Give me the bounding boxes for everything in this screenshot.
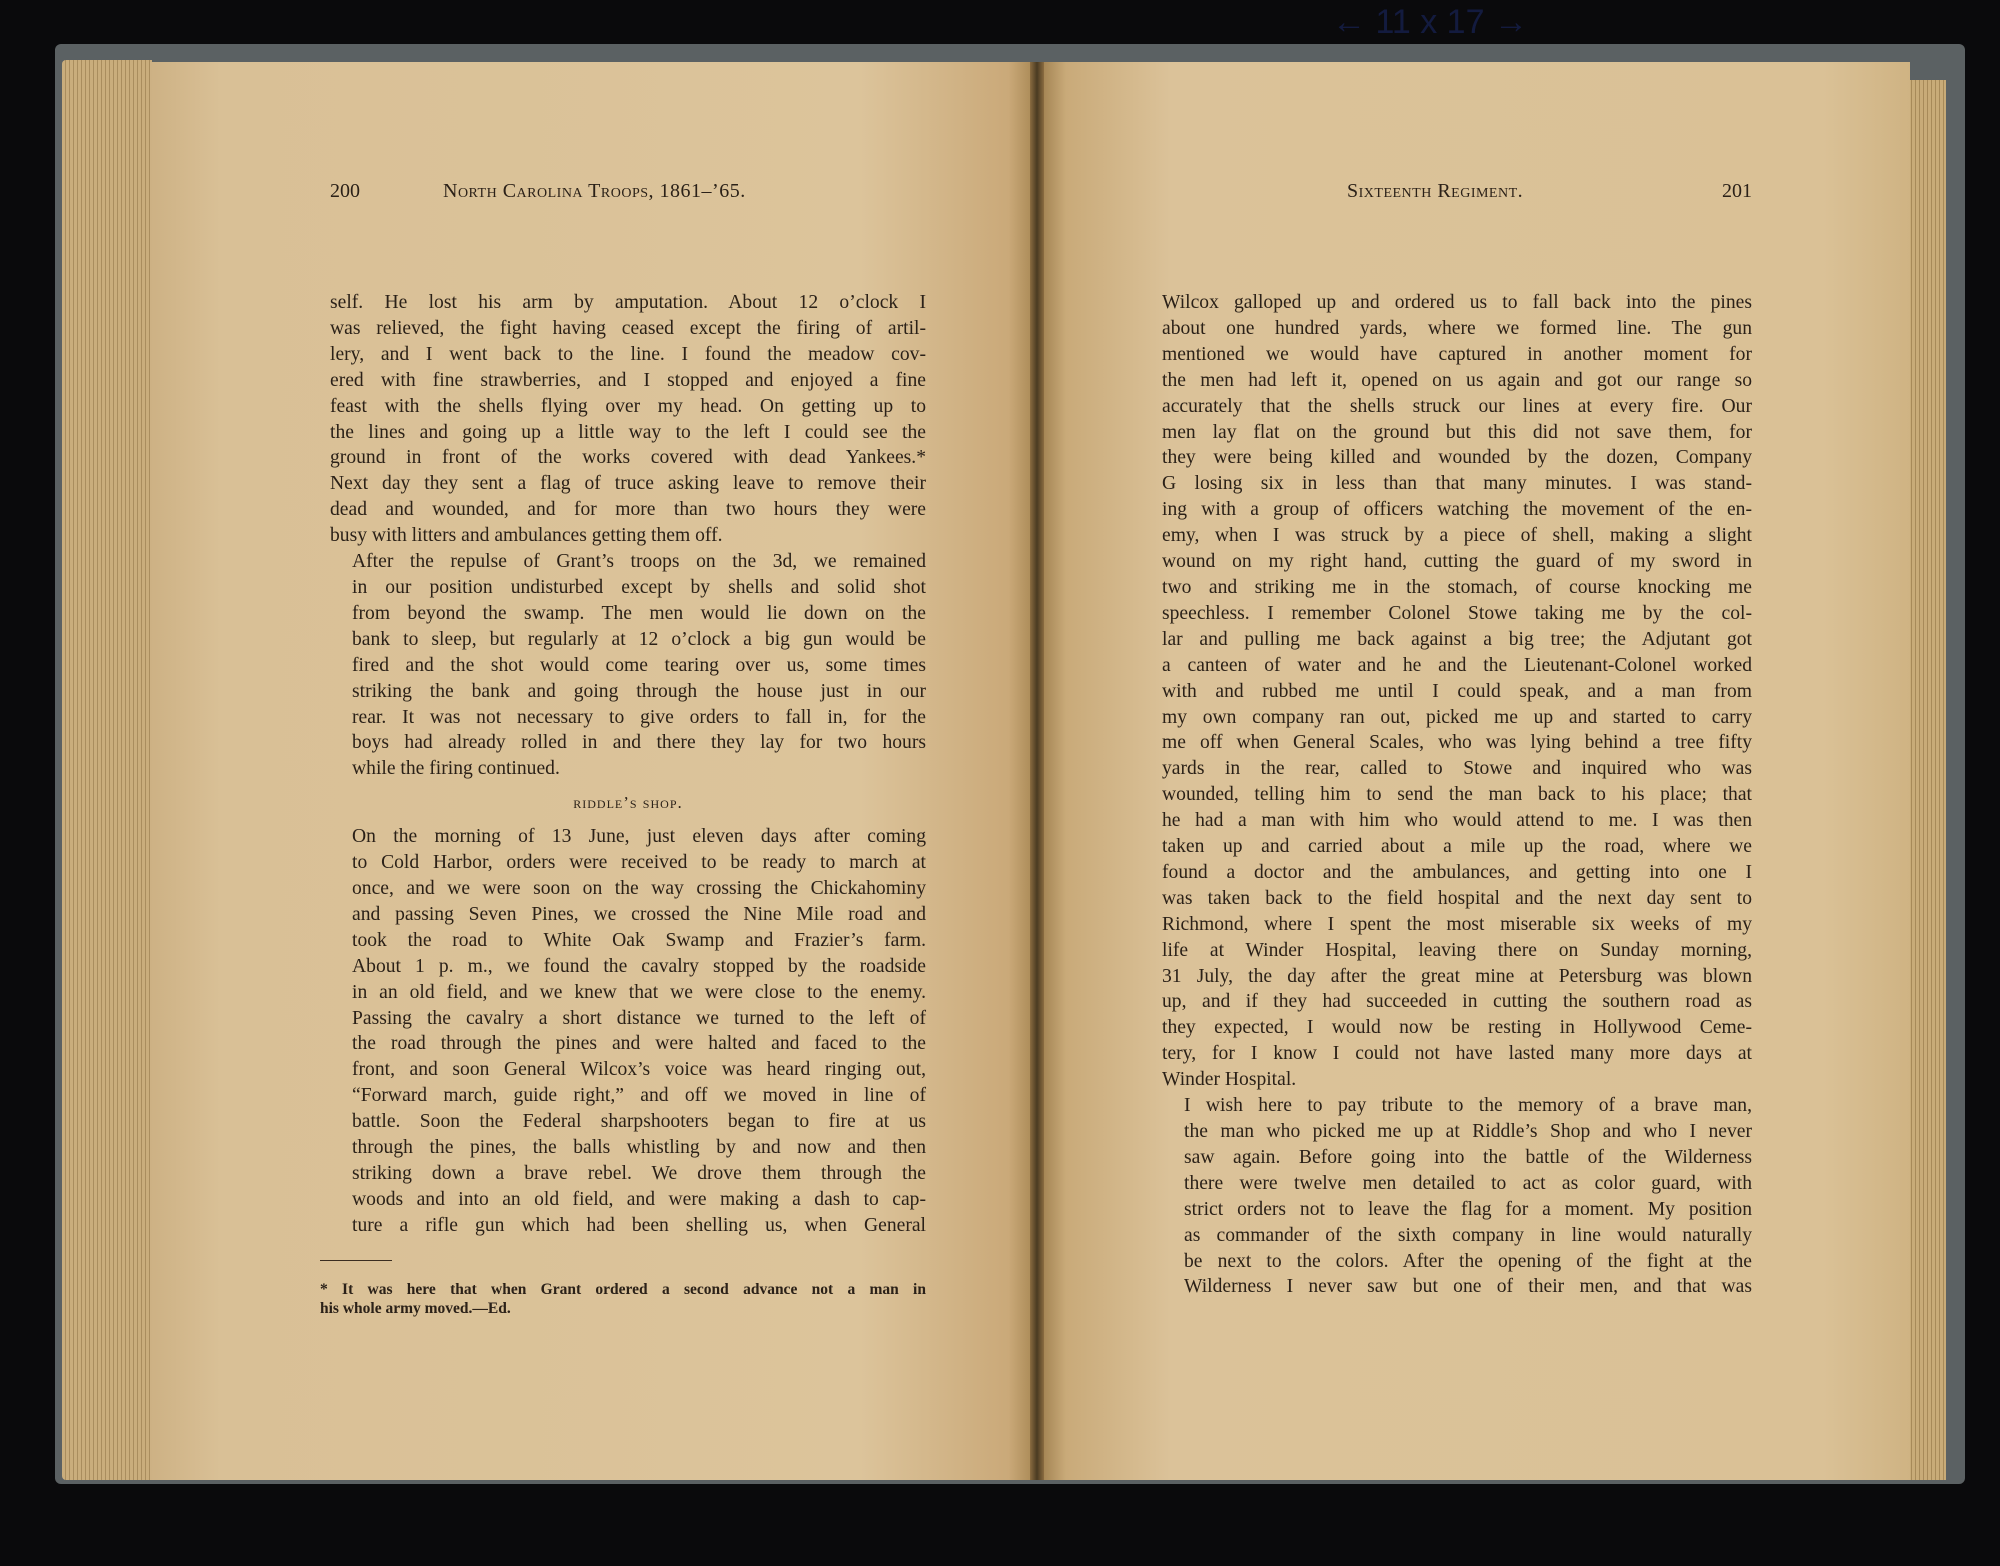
ruler-label: ← 11 x 17 → (1332, 3, 1528, 41)
paragraph (330, 290, 926, 549)
text-line: front, and soon General Wilcox’s voice was heard ringing out, (352, 1059, 926, 1081)
text-line: his whole army moved.—Ed. (320, 1300, 511, 1317)
footnote (320, 1280, 926, 1318)
right-text-column (1162, 290, 1752, 1300)
text-line: rear. It was not necessary to give orders to fall in, for the (352, 706, 926, 728)
text-line: feast with the shells flying over my head. On getting up to (330, 395, 926, 417)
page-edges-left (62, 60, 152, 1480)
text-line: wound on my right hand, cutting the guard of my sword in (1162, 551, 1752, 573)
text-line: After the repulse of Grant’s troops on the 3d, we remained (352, 551, 926, 573)
text-line: was relieved, the fight having ceased except the firing of artil- (330, 317, 926, 339)
text-line: with and rubbed me until I could speak, and a man from (1162, 680, 1752, 702)
text-line: they expected, I would now be resting in Hollywood Ceme- (1162, 1017, 1752, 1039)
paragraph (330, 824, 926, 1239)
book-gutter (1030, 62, 1044, 1480)
text-line: fired and the shot would come tearing over us, some times (352, 654, 926, 676)
text-line: to Cold Harbor, orders were received to be ready to march at (352, 852, 926, 874)
text-line: G losing six in less than that many minutes. I was stand- (1162, 473, 1752, 495)
text-line: ture a rifle gun which had been shelling us, when General (352, 1214, 926, 1236)
text-line: busy with litters and ambulances getting them off. (330, 525, 723, 547)
left-running-head (330, 176, 926, 206)
right-running-title: Sixteenth Regiment. (1347, 180, 1524, 202)
text-line: through the pines, the balls whistling by and now and then (352, 1137, 926, 1159)
text-line: strict orders not to leave the flag for a moment. My position (1184, 1198, 1752, 1220)
text-line: On the morning of 13 June, just eleven days after coming (352, 826, 926, 848)
text-line: from beyond the swamp. The men would lie down on the (352, 602, 926, 624)
section-heading: riddle’s shop. (573, 793, 683, 813)
text-line: wounded, telling him to send the man back to his place; that (1162, 784, 1752, 806)
text-line: emy, when I was struck by a piece of shell, making a slight (1162, 525, 1752, 547)
text-line: found a doctor and the ambulances, and getting into one I (1162, 861, 1752, 883)
text-line: men lay flat on the ground but this did not save them, for (1162, 421, 1752, 443)
text-line: my own company ran out, picked me up and started to carry (1162, 706, 1752, 728)
text-line: they were being killed and wounded by the dozen, Company (1162, 447, 1752, 469)
text-line: self. He lost his arm by amputation. About 12 o’clock I (330, 292, 926, 313)
text-line: “Forward march, guide right,” and off we moved in line of (352, 1085, 926, 1107)
text-line: Next day they sent a flag of truce asking leave to remove their (330, 473, 926, 495)
text-line: Winder Hospital. (1162, 1069, 1297, 1091)
text-line: 31 July, the day after the great mine at Petersburg was blown (1162, 965, 1752, 987)
text-line: and passing Seven Pines, we crossed the Nine Mile road and (352, 903, 926, 925)
text-line: the man who picked me up at Riddle’s Shop and who I never (1184, 1121, 1752, 1142)
text-line: Wilcox galloped up and ordered us to fall back into the pines (1162, 292, 1752, 313)
right-running-head (1162, 176, 1752, 206)
text-line: yards in the rear, called to Stowe and inquired who was (1162, 758, 1752, 780)
text-line: lar and pulling me back against a big tree; the Adjutant got (1162, 628, 1752, 650)
text-line: the lines and going up a little way to the left I could see the (330, 421, 926, 443)
text-line: battle. Soon the Federal sharpshooters began to fire at us (352, 1111, 926, 1133)
text-line: up, and if they had succeeded in cutting the southern road as (1162, 991, 1752, 1013)
text-line: the road through the pines and were halted and faced to the (352, 1033, 926, 1055)
text-line: striking the bank and going through the house just in our (352, 680, 926, 702)
text-line: striking down a brave rebel. We drove them through the (352, 1163, 926, 1184)
text-line: about one hundred yards, where we formed line. The gun (1162, 317, 1752, 339)
text-line: About 1 p. m., we found the cavalry stopped by the roadside (352, 955, 926, 977)
text-line: lery, and I went back to the line. I found the meadow cov- (330, 343, 926, 365)
text-line: in an old field, and we knew that we were close to the enemy. (352, 981, 926, 1003)
text-line: mentioned we would have captured in another moment for (1162, 343, 1752, 365)
text-line: Wilderness I never saw but one of their men, and that was (1184, 1276, 1752, 1298)
text-line: I wish here to pay tribute to the memory of a brave man, (1184, 1095, 1752, 1117)
text-line: * It was here that when Grant ordered a second advance not a man in (320, 1281, 926, 1298)
text-line: while the firing continued. (352, 758, 560, 780)
text-line: the men had left it, opened on us again and got our range so (1162, 369, 1752, 391)
paragraph (1162, 290, 1752, 1093)
text-line: he had a man with him who would attend to me. I was then (1162, 810, 1752, 832)
text-line: Richmond, where I spent the most miserable six weeks of my (1162, 913, 1752, 935)
text-line: there were twelve men detailed to act as color guard, with (1184, 1172, 1752, 1194)
text-line: speechless. I remember Colonel Stowe taking me by the col- (1162, 602, 1752, 624)
text-line: ground in front of the works covered with dead Yankees.* (330, 447, 926, 469)
paragraph (330, 549, 926, 782)
text-line: woods and into an old field, and were making a dash to cap- (352, 1188, 926, 1210)
text-line: saw again. Before going into the battle of the Wilderness (1184, 1146, 1752, 1168)
text-line: two and striking me in the stomach, of course knocking me (1162, 576, 1752, 598)
text-line: life at Winder Hospital, leaving there on Sunday morning, (1162, 939, 1752, 961)
paragraph (1162, 1093, 1752, 1300)
text-line: boys had already rolled in and there they lay for two hours (352, 732, 926, 754)
text-line: once, and we were soon on the way crossing the Chickahominy (352, 878, 926, 900)
text-line: be next to the colors. After the opening of the fight at the (1184, 1250, 1752, 1272)
text-line: ing with a group of officers watching the movement of the en- (1162, 499, 1752, 521)
right-page-number: 201 (1722, 180, 1752, 202)
text-line: dead and wounded, and for more than two hours they were (330, 499, 926, 521)
text-line: accurately that the shells struck our lines at every fire. Our (1162, 395, 1752, 417)
text-line: taken up and carried about a mile up the road, where we (1162, 836, 1752, 858)
footnote-rule (320, 1260, 392, 1261)
left-text-column (330, 290, 926, 1239)
text-line: bank to sleep, but regularly at 12 o’clock a big gun would be (352, 628, 926, 650)
text-line: took the road to White Oak Swamp and Frazier’s farm. (352, 929, 926, 951)
text-line: Passing the cavalry a short distance we turned to the left of (352, 1007, 926, 1029)
text-line: a canteen of water and he and the Lieutenant-Colonel worked (1162, 654, 1752, 676)
left-page-number: 200 (330, 180, 360, 202)
text-line: me off when General Scales, who was lying behind a tree fifty (1162, 732, 1752, 754)
text-line: as commander of the sixth company in line would naturally (1184, 1224, 1752, 1246)
text-line: was taken back to the field hospital and the next day sent to (1162, 887, 1752, 909)
text-line: tery, for I know I could not have lasted many more days at (1162, 1043, 1752, 1065)
text-line: ered with fine strawberries, and I stopped and enjoyed a fine (330, 369, 926, 391)
text-line: in our position undisturbed except by shells and solid shot (352, 576, 926, 598)
left-running-title: North Carolina Troops, 1861–’65. (443, 180, 746, 202)
